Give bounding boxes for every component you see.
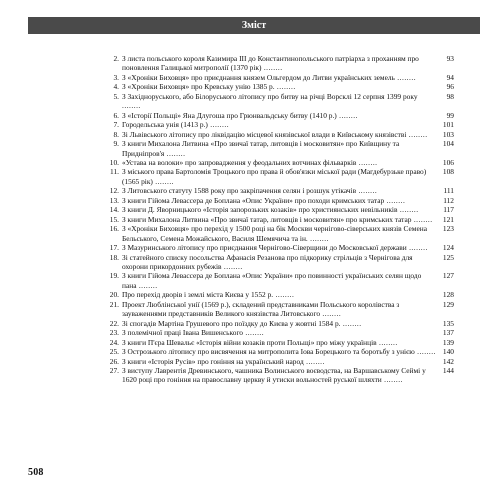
toc-entry-number: 19. — [109, 271, 119, 281]
table-of-contents — [108, 54, 454, 385]
toc-entry-body — [122, 54, 436, 73]
toc-entry-title: «Устава на волоки» про запровадження у феодальних вотчинах фільварків — [122, 157, 357, 167]
toc-entry-page: 101 — [442, 120, 454, 130]
toc-leader-dots: ........ — [336, 110, 358, 120]
toc-entry-number: 8. — [113, 129, 119, 139]
toc-entry-body — [122, 243, 436, 252]
toc-entry — [108, 92, 454, 111]
toc-leader-dots: ........ — [122, 101, 141, 111]
toc-entry — [108, 319, 454, 328]
toc-entry-title: З книги Михалона Литвина «Про звичаї татар, литовців і московитян» про кримських татар — [122, 214, 412, 224]
toc-entry — [108, 158, 454, 167]
toc-entry-title: Зі статейного списку посольства Афанасія Резанова про підкорику стрільців з Чернігова для охорони прикордонних рубежів — [122, 252, 413, 271]
toc-entry-page: 96 — [446, 82, 454, 92]
toc-entry-page: 124 — [442, 243, 454, 253]
toc-leader-dots: ........ — [406, 129, 428, 139]
toc-entry-page: 104 — [442, 139, 454, 149]
toc-entry-title: З полемічної праці Івана Вишенського — [122, 328, 243, 338]
toc-entry — [108, 338, 454, 347]
toc-entry — [108, 186, 454, 195]
toc-entry-number: 25. — [109, 347, 119, 357]
toc-leader-dots: ........ — [164, 148, 186, 158]
toc-leader-dots: ........ — [394, 72, 417, 82]
toc-entry-page: 127 — [442, 271, 454, 281]
toc-entry-page: 94 — [446, 72, 454, 82]
toc-entry-number: 3. — [113, 72, 119, 82]
toc-entry-body — [122, 82, 436, 91]
toc-entry — [108, 224, 454, 243]
toc-entry-number: 22. — [109, 318, 119, 328]
toc-leader-dots: ........ — [243, 328, 265, 338]
toc-entry-title: З міського права Бартоломія Троцького про права й обов'язки міської ради (Магдебурзьке право) (1565 рік) — [122, 167, 427, 186]
toc-leader-dots: ........ — [221, 261, 243, 271]
toc-leader-dots: ........ — [207, 120, 230, 130]
toc-entry-page: 128 — [442, 290, 454, 300]
toc-entry-page: 106 — [442, 157, 454, 167]
toc-entry-page: 117 — [443, 205, 454, 215]
toc-entry — [108, 328, 454, 337]
toc-entry-body — [122, 224, 436, 243]
toc-entry — [108, 347, 454, 356]
toc-entry-number: 4. — [113, 82, 119, 92]
toc-entry-number: 23. — [109, 328, 119, 338]
toc-entry-number: 24. — [109, 337, 119, 347]
toc-entry-body — [122, 300, 436, 319]
toc-entry-page: 121 — [442, 214, 454, 224]
toc-entry-page: 142 — [442, 356, 454, 366]
toc-entry-page: 129 — [442, 299, 454, 309]
toc-leader-dots: ........ — [406, 243, 428, 253]
toc-entry — [108, 243, 454, 252]
toc-entry-body — [122, 92, 436, 111]
toc-entry — [108, 290, 454, 299]
toc-entry — [108, 111, 454, 120]
toc-entry-body — [122, 139, 436, 158]
toc-entry-number: 26. — [109, 356, 119, 366]
toc-leader-dots: ........ — [340, 318, 362, 328]
toc-entry-title: Проект Люблінської унії (1569 р.), складений представниками Польського королівства з зауваженнями представників Великого князівства Литовського — [122, 299, 400, 319]
toc-entry-body — [122, 111, 436, 120]
toc-leader-dots: ........ — [411, 214, 433, 224]
toc-entry — [108, 253, 454, 272]
toc-entry — [108, 205, 454, 214]
toc-entry-title: З виступу Лаврентія Древинського, чашника Волинського воєводства, на Варшавському Сеймі у 1620 році про гоніння на православну церкву й утиски вольностей руської шляхти — [122, 365, 426, 385]
toc-entry-title: З «Хроніки Биховця» про приєднання князем Ольгердом до Литви українських земель — [122, 72, 395, 82]
toc-entry-page: 108 — [442, 167, 454, 177]
toc-entry — [108, 271, 454, 290]
toc-entry-body — [122, 158, 436, 167]
toc-leader-dots: ........ — [274, 82, 296, 92]
toc-leader-dots: ........ — [261, 63, 283, 73]
page-header — [28, 17, 480, 34]
toc-leader-dots: ........ — [303, 356, 325, 366]
toc-entry-title: З «Хроніки Биховця» про Кревську унію 1385 р. — [122, 82, 275, 92]
toc-entry — [108, 130, 454, 139]
toc-entry-title: З книги Михалона Литвина «Про звичаї татар, литовців і московитян» про Київщину та Придніпров'я — [122, 139, 400, 158]
toc-leader-dots: ........ — [320, 309, 342, 319]
toc-entry-body — [122, 73, 436, 82]
toc-entry-body — [122, 253, 436, 272]
toc-entry-number: 27. — [109, 365, 119, 375]
toc-entry-page: 93 — [446, 54, 454, 63]
page-number: 508 — [28, 467, 44, 478]
toc-entry-title: Зі Львівського літопису про ліквідацію місцевої князівської влади в Київському князівстві — [122, 129, 407, 139]
toc-entry-number: 9. — [113, 139, 119, 149]
toc-entry-number: 12. — [109, 186, 119, 196]
toc-entry — [108, 54, 454, 73]
toc-entry-page: 103 — [442, 129, 454, 139]
toc-entry — [108, 300, 454, 319]
toc-leader-dots: ........ — [307, 233, 329, 243]
toc-entry — [108, 196, 454, 205]
toc-entry-page: 137 — [442, 328, 454, 338]
toc-entry-title: Про перехід дворів і землі міста Києва у 1552 р. — [122, 290, 274, 300]
toc-entry-body — [122, 290, 436, 299]
toc-entry — [108, 215, 454, 224]
toc-entry — [108, 167, 454, 186]
toc-entry-number: 5. — [113, 91, 119, 101]
toc-entry-number: 13. — [109, 195, 119, 205]
toc-leader-dots: ........ — [356, 157, 378, 167]
toc-entry-body — [122, 167, 436, 186]
toc-entry-body — [122, 120, 436, 129]
toc-entry-body — [122, 338, 436, 347]
toc-entry — [108, 139, 454, 158]
toc-entry-body — [122, 347, 436, 356]
toc-entry-title: З книги Гійома Левассера де Боплана «Опис України» про походи кримських татар — [122, 195, 385, 205]
toc-entry — [108, 82, 454, 91]
toc-entry-page: 111 — [443, 186, 454, 196]
toc-leader-dots: ........ — [384, 195, 406, 205]
toc-entry-body — [122, 215, 436, 224]
toc-entry-number: 21. — [109, 299, 119, 309]
toc-entry-number: 15. — [109, 214, 119, 224]
toc-entry-number: 7. — [113, 120, 119, 130]
toc-entry-number: 11. — [110, 167, 119, 177]
toc-entry-title: З Мазуринського літопису про приєднання Чернігово-Сіверщини до Московської держави — [122, 243, 407, 253]
toc-entry — [108, 366, 454, 385]
toc-entry-number: 14. — [109, 205, 119, 215]
toc-entry-page: 139 — [442, 337, 454, 347]
toc-entry-body — [122, 319, 436, 328]
toc-entry-body — [122, 357, 436, 366]
toc-entry — [108, 357, 454, 366]
toc-entry-page: 140 — [442, 347, 454, 357]
toc-leader-dots: ........ — [356, 186, 378, 196]
toc-entry-body — [122, 366, 436, 385]
toc-entry-page: 135 — [442, 318, 454, 328]
toc-entry-title: З Литовського статуту 1588 року про закріпачення селян і розшук утікачів — [122, 186, 357, 196]
toc-entry-page: 144 — [442, 365, 454, 375]
toc-entry-body — [122, 196, 436, 205]
toc-entry-body — [122, 328, 436, 337]
toc-entry-title: З листа польського короля Казимира ІІІ до Константинопольського патріарха з проханням про поновлення Галицької митрополії (1370 рік) — [122, 54, 419, 73]
toc-entry — [108, 120, 454, 129]
toc-entry-title: З книги Д. Яворницького «Історія запорозьких козаків» про християнських невільників — [122, 205, 398, 215]
toc-entry-page: 123 — [442, 224, 454, 234]
toc-entry-page: 99 — [446, 110, 454, 120]
toc-entry-title: З книги П'єра Шевальє «Історія війни козаків проти Польщі» про міжу українців — [122, 337, 377, 347]
toc-entry-title: З «Хроніки Биховця» про перехід у 1500 році на бік Москви чернігово-сіверських князів Семена Бельського, Семена Можайського, Василя Шемячича та ін. — [122, 224, 427, 243]
toc-entry-number: 17. — [109, 243, 119, 253]
toc-leader-dots: ........ — [136, 280, 158, 290]
toc-leader-dots: ........ — [273, 290, 295, 300]
toc-entry-title: Городельська унія (1413 р.) — [122, 120, 208, 130]
toc-entry-number: 20. — [109, 290, 119, 300]
toc-entry-page: 112 — [443, 195, 454, 205]
toc-leader-dots: ........ — [376, 337, 398, 347]
toc-leader-dots: ........ — [414, 347, 436, 357]
toc-entry-number: 10. — [109, 157, 119, 167]
toc-leader-dots: ........ — [397, 205, 419, 215]
header-title: Зміст — [241, 20, 267, 31]
toc-entry-number: 2. — [113, 54, 119, 63]
toc-entry-number: 6. — [113, 110, 119, 120]
toc-entry — [108, 73, 454, 82]
toc-entry-page: 125 — [442, 252, 454, 262]
toc-entry-body — [122, 186, 436, 195]
toc-entry-page: 98 — [446, 91, 454, 101]
toc-entry-number: 18. — [109, 252, 119, 262]
toc-entry-number: 16. — [109, 224, 119, 234]
toc-entry-body — [122, 205, 436, 214]
toc-entry-title: З Острозького літопису про висвячення на митрополита Іова Борецького та боротьбу з унією — [122, 347, 415, 357]
toc-leader-dots: ........ — [381, 375, 403, 385]
toc-entry-body — [122, 271, 436, 290]
toc-entry-title: З «Історії Польщі» Яна Длугоша про Грюнвальдську битву (1410 р.) — [122, 110, 337, 120]
toc-entry-title: З книги Гійома Левассера де Боплана «Опис України» про повинності українських селян щодо пана — [122, 271, 422, 290]
toc-leader-dots: ........ — [152, 176, 175, 186]
toc-entry-title: З книги «Історія Русів» про гоніння на український народ — [122, 356, 304, 366]
toc-entry-body — [122, 130, 436, 139]
toc-entry-title: Зі спогадів Мартіна Грушевого про поїздку до Києва у жовтні 1584 р. — [122, 318, 341, 328]
toc-entry-title: З Західноруського, або Білоруського літопису про битву на річці Ворсклі 12 серпня 1399 року — [122, 91, 418, 101]
